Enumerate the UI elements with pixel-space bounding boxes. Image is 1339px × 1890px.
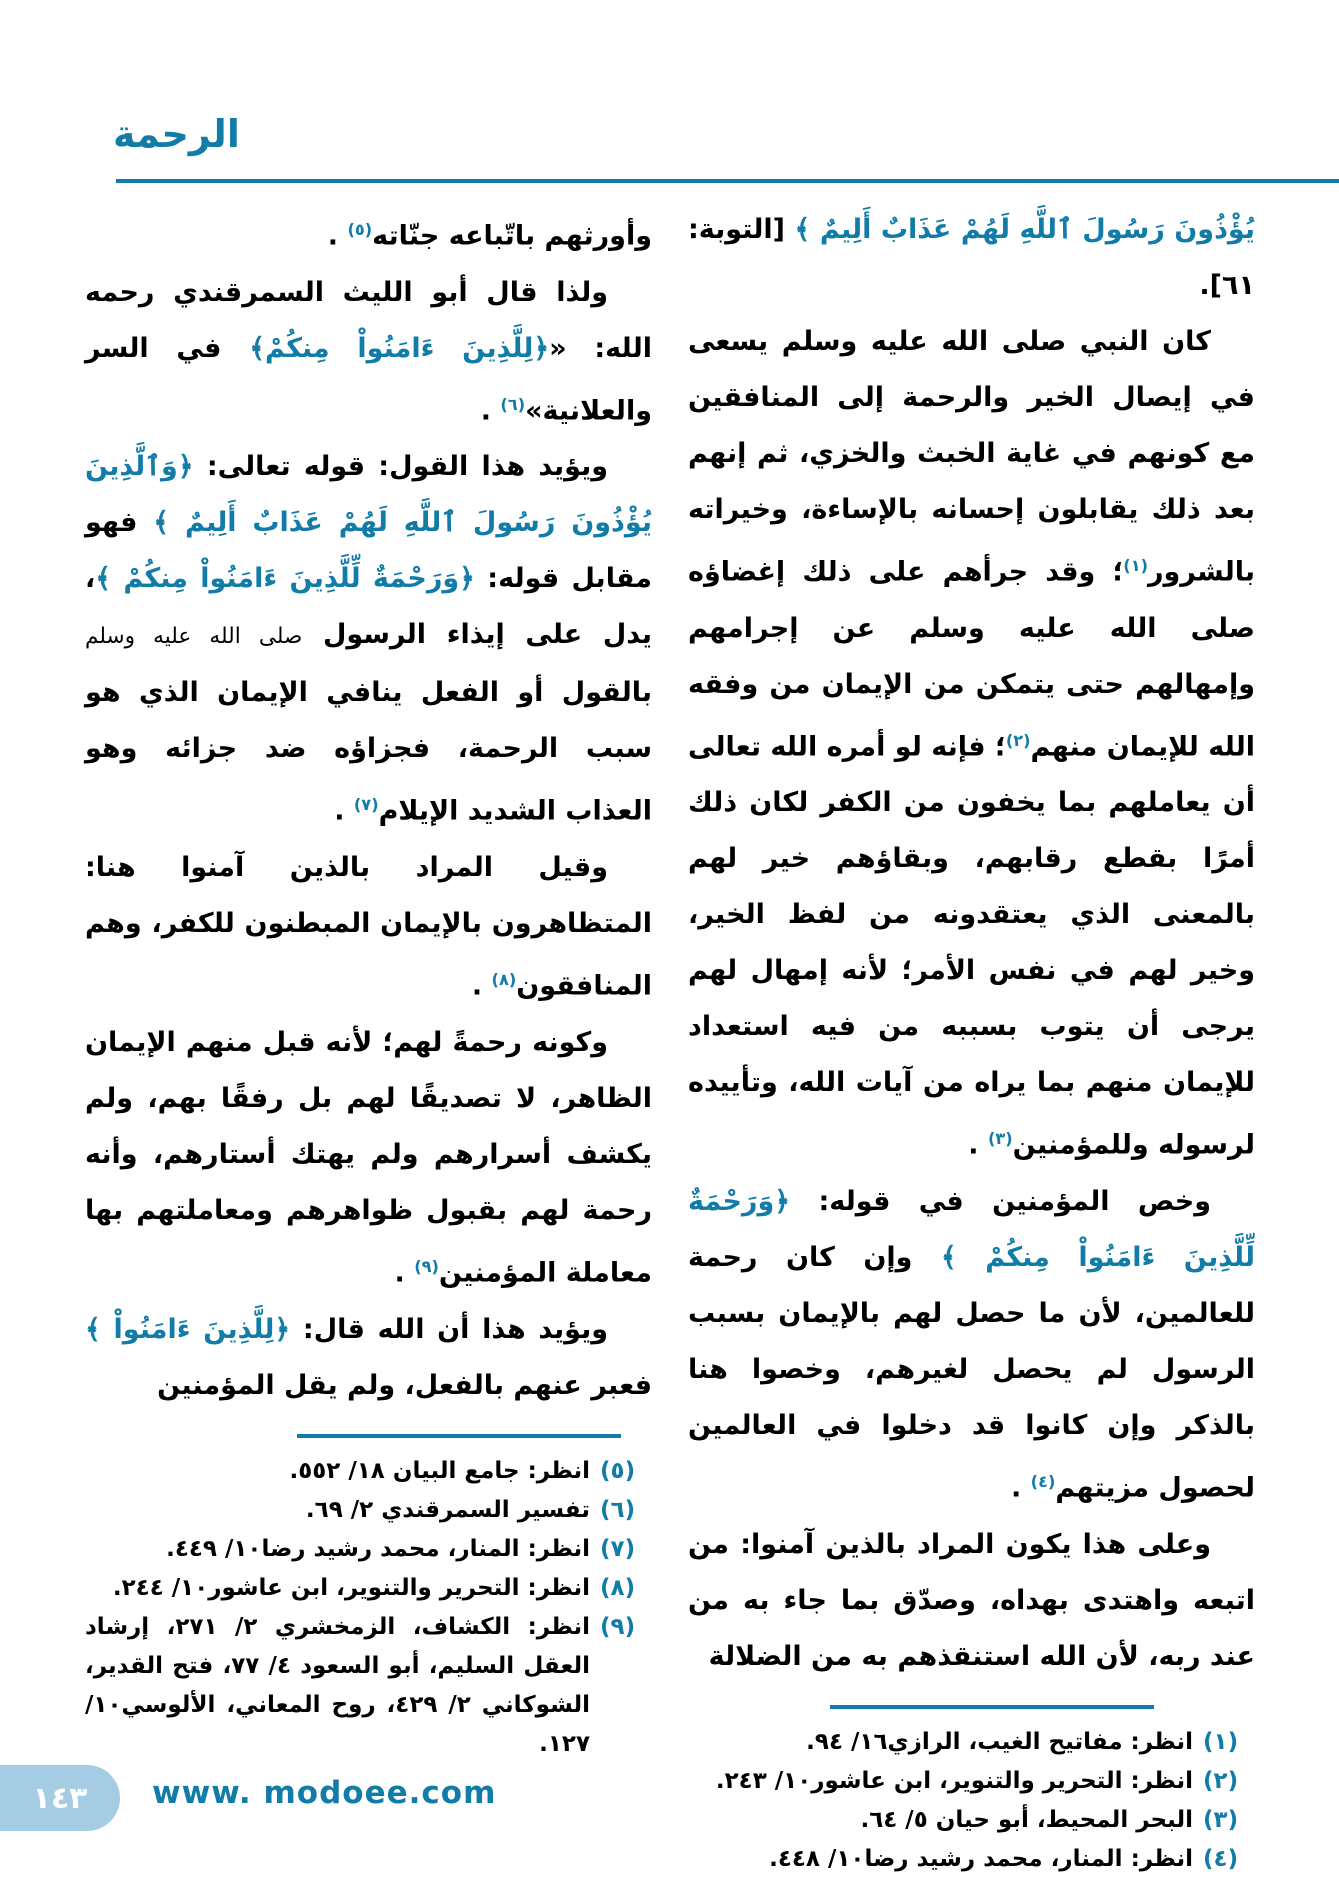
- paragraph: [688, 1517, 1255, 1685]
- footnote-item: [85, 1491, 652, 1530]
- quran-text: ﴿لِلَّذِينَ ءَامَنُواْ ﴾: [85, 1313, 291, 1345]
- footnote-ref: (٦): [500, 394, 526, 414]
- paragraph: [688, 202, 1255, 314]
- column-left: [85, 202, 652, 1764]
- body-text: [التوبة: ٦١].: [688, 214, 1255, 301]
- paragraph: [85, 439, 652, 840]
- footnote-separator: [830, 1705, 1154, 1709]
- page-header-title: الرحمة: [113, 112, 240, 156]
- body-text: وكونه رحمةً لهم؛ لأنه قبل منهم الإيمان الظاهر، لا تصديقًا لهم بل رفقًا بهم، ولم يكشف أسرارهم ولم يهتك أستارهم، وأنه رحمة لهم بقبول ظواهرهم ومعاملتهم بها معاملة المؤمنين: [85, 1026, 652, 1289]
- footnote-text: انظر: المنار، محمد رشيد رضا١٠/ ٤٤٨.: [769, 1845, 1193, 1872]
- footnote-ref: (٣): [987, 1129, 1013, 1149]
- footnote-item: [85, 1452, 652, 1491]
- paragraph: [85, 202, 652, 265]
- footnote-item: [688, 1840, 1255, 1879]
- footnote-text: البحر المحيط، أبو حيان ٥/ ٦٤.: [860, 1806, 1193, 1833]
- body-text: في السر والعلانية»: [85, 332, 652, 427]
- footnote-separator: [297, 1434, 621, 1438]
- body-text: ؛ فإنه لو أمره الله تعالى أن يعاملهم بما يخفون من الكفر لكان ذلك أمرًا بقطع رقابهم، وبقاؤهم خير لهم بالمعنى الذي يعتقدونه من لفظ الخير، وخير لهم في نفس الأمر؛ لأنه إمهال لهم يرجى أن يتوب بسببه من فيه استعداد للإيمان منهم بما يراه من آيات الله، وتأييده لرسوله وللمؤمنين: [688, 731, 1255, 1162]
- body-text: وعلى هذا يكون المراد بالذين آمنوا: من اتبعه واهتدى بهداه، وصدّق بما جاء به من عند ربه، لأن الله استنقذهم به من الضلالة: [688, 1528, 1255, 1672]
- footnote-item: [688, 1762, 1255, 1801]
- footnote-text: انظر: التحرير والتنوير، ابن عاشور١٠/ ٢٤٣.: [715, 1767, 1193, 1794]
- paragraph: [85, 840, 652, 1015]
- body-text: .: [394, 1257, 415, 1289]
- body-text: .: [334, 796, 354, 828]
- footnote-item: [688, 1723, 1255, 1762]
- body-text: ، يدل على إيذاء الرسول: [85, 563, 653, 651]
- body-text: ولذا قال أبو الليث السمرقندي رحمه الله: «: [85, 276, 652, 364]
- footnote-number: (١): [1203, 1728, 1239, 1755]
- paragraph: [85, 265, 652, 440]
- header-rule: [116, 179, 1339, 183]
- footnote-text: تفسير السمرقندي ٢/ ٦٩.: [305, 1496, 590, 1523]
- footnote-ref: (١): [1123, 556, 1148, 575]
- body-text: بالقول أو الفعل ينافي الإيمان الذي هو سبب الرحمة، فجزاؤه ضد جزائه وهو العذاب الشديد الإيلام: [85, 677, 652, 828]
- footnote-number: (٥): [600, 1457, 636, 1484]
- body-text: وأورثهم باتّباعه جنّاته: [372, 220, 652, 252]
- footnote-text: انظر: مفاتيح الغيب، الرازي١٦/ ٩٤.: [806, 1728, 1193, 1755]
- quran-text: يُؤْذُونَ رَسُولَ ٱللَّهِ لَهُمْ عَذَابٌ أَلِيمٌ ﴾: [794, 214, 1255, 245]
- footnote-number: (٤): [1203, 1845, 1239, 1872]
- footnote-number: (٦): [600, 1496, 636, 1523]
- body-text: .: [1010, 1472, 1031, 1504]
- quran-text: ﴿لِلَّذِينَ ءَامَنُواْ مِنكُمْ﴾: [249, 332, 550, 364]
- body-text: .: [968, 1130, 988, 1162]
- footnote-item: [688, 1801, 1255, 1840]
- body-text: وقيل المراد بالذين آمنوا هنا: المتظاهرون بالإيمان المبطنون للكفر، وهم المنافقون: [85, 852, 652, 1002]
- paragraph: [688, 314, 1255, 1174]
- quran-text: ﴿وَٱلَّذِينَ يُؤْذُونَ رَسُولَ ٱللَّهِ لَهُمْ عَذَابٌ أَلِيمٌ ﴾: [85, 451, 652, 539]
- body-text: وإن كان رحمة للعالمين، لأن ما حصل لهم بالإيمان بسبب الرسول لم يحصل لغيرهم، وخصوا هنا بالذكر وإن كانوا قد دخلوا في العالمين لحصول مزيتهم: [688, 1242, 1255, 1504]
- body-text: ويؤيد هذا أن الله قال:: [290, 1313, 608, 1345]
- footnote-ref: (٧): [353, 795, 379, 815]
- body-text: كان النبي صلى الله عليه وسلم يسعى في إيصال الخير والرحمة إلى المنافقين مع كونهم في غاية الخبث والخزي، ثم إنهم بعد ذلك يقابلون إحسانه بالإساءة، وخيراته بالشرور: [688, 326, 1255, 588]
- footnote-item: [85, 1530, 652, 1569]
- footnote-ref: (٢): [1005, 730, 1031, 750]
- footnote-number: (٨): [600, 1574, 636, 1601]
- footnote-text: انظر: التحرير والتنوير، ابن عاشور١٠/ ٢٤٤.: [112, 1574, 590, 1601]
- page-number-tab: [0, 1765, 120, 1831]
- footnote-ref: (٨): [491, 970, 517, 990]
- quran-text: ﴿وَرَحْمَةٌ لِّلَّذِينَ ءَامَنُواْ مِنكُمْ ﴾: [95, 563, 476, 595]
- body-text: ويؤيد هذا القول: قوله تعالى:: [193, 451, 608, 483]
- body-text: .: [327, 220, 348, 252]
- footnote-text: انظر: الكشاف، الزمخشري ٢/ ٢٧١، إرشاد العقل السليم، أبو السعود ٤/ ٧٧، فتح القدير، الشوكاني ٢/ ٤٢٩، روح المعاني، الألوسي١٠/ ١٢٧.: [85, 1613, 590, 1757]
- paragraph: [688, 1174, 1255, 1517]
- footnote-ref: (٥): [347, 220, 373, 239]
- footnote-item: [85, 1608, 652, 1764]
- footnote-number: (٩): [600, 1613, 636, 1640]
- quran-text: ﴿وَرَحْمَةٌ لِّلَّذِينَ ءَامَنُواْ مِنكُمْ ﴾: [688, 1186, 1255, 1274]
- paragraph: [85, 1302, 652, 1414]
- body-text: فهو مقابل قوله:: [85, 507, 652, 595]
- body-text: .: [471, 970, 492, 1002]
- footnotes-list: [85, 1452, 652, 1764]
- page-number: ١٤٣: [32, 1780, 88, 1816]
- footnote-ref: (٤): [1030, 1472, 1056, 1492]
- body-text: ؛ وقد جرأهم على ذلك إغضاؤه صلى الله عليه وسلم عن إجرامهم وإمهالهم حتى يتمكن من الإيمان من وفقه الله للإيمان منهم: [688, 556, 1255, 763]
- footnote-number: (٢): [1203, 1767, 1239, 1794]
- footnote-number: (٣): [1203, 1806, 1239, 1833]
- footnote-item: [85, 1569, 652, 1608]
- body-text: فعبر عنهم بالفعل، ولم يقل المؤمنين: [157, 1369, 652, 1401]
- footnote-ref: (٩): [414, 1256, 439, 1276]
- column-right: [688, 202, 1255, 1879]
- salutation-text: صلى الله عليه وسلم: [85, 624, 303, 650]
- website-link[interactable]: www. modoee.com: [152, 1775, 497, 1811]
- footnote-text: انظر: المنار، محمد رشيد رضا١٠/ ٤٤٩.: [166, 1535, 590, 1562]
- body-text: وخص المؤمنين في قوله:: [790, 1186, 1211, 1218]
- footnote-text: انظر: جامع البيان ١٨/ ٥٥٢.: [289, 1457, 590, 1484]
- footnote-number: (٧): [600, 1535, 636, 1562]
- body-text: .: [480, 395, 501, 427]
- paragraph: [85, 1015, 652, 1302]
- footnotes-list: [688, 1723, 1255, 1879]
